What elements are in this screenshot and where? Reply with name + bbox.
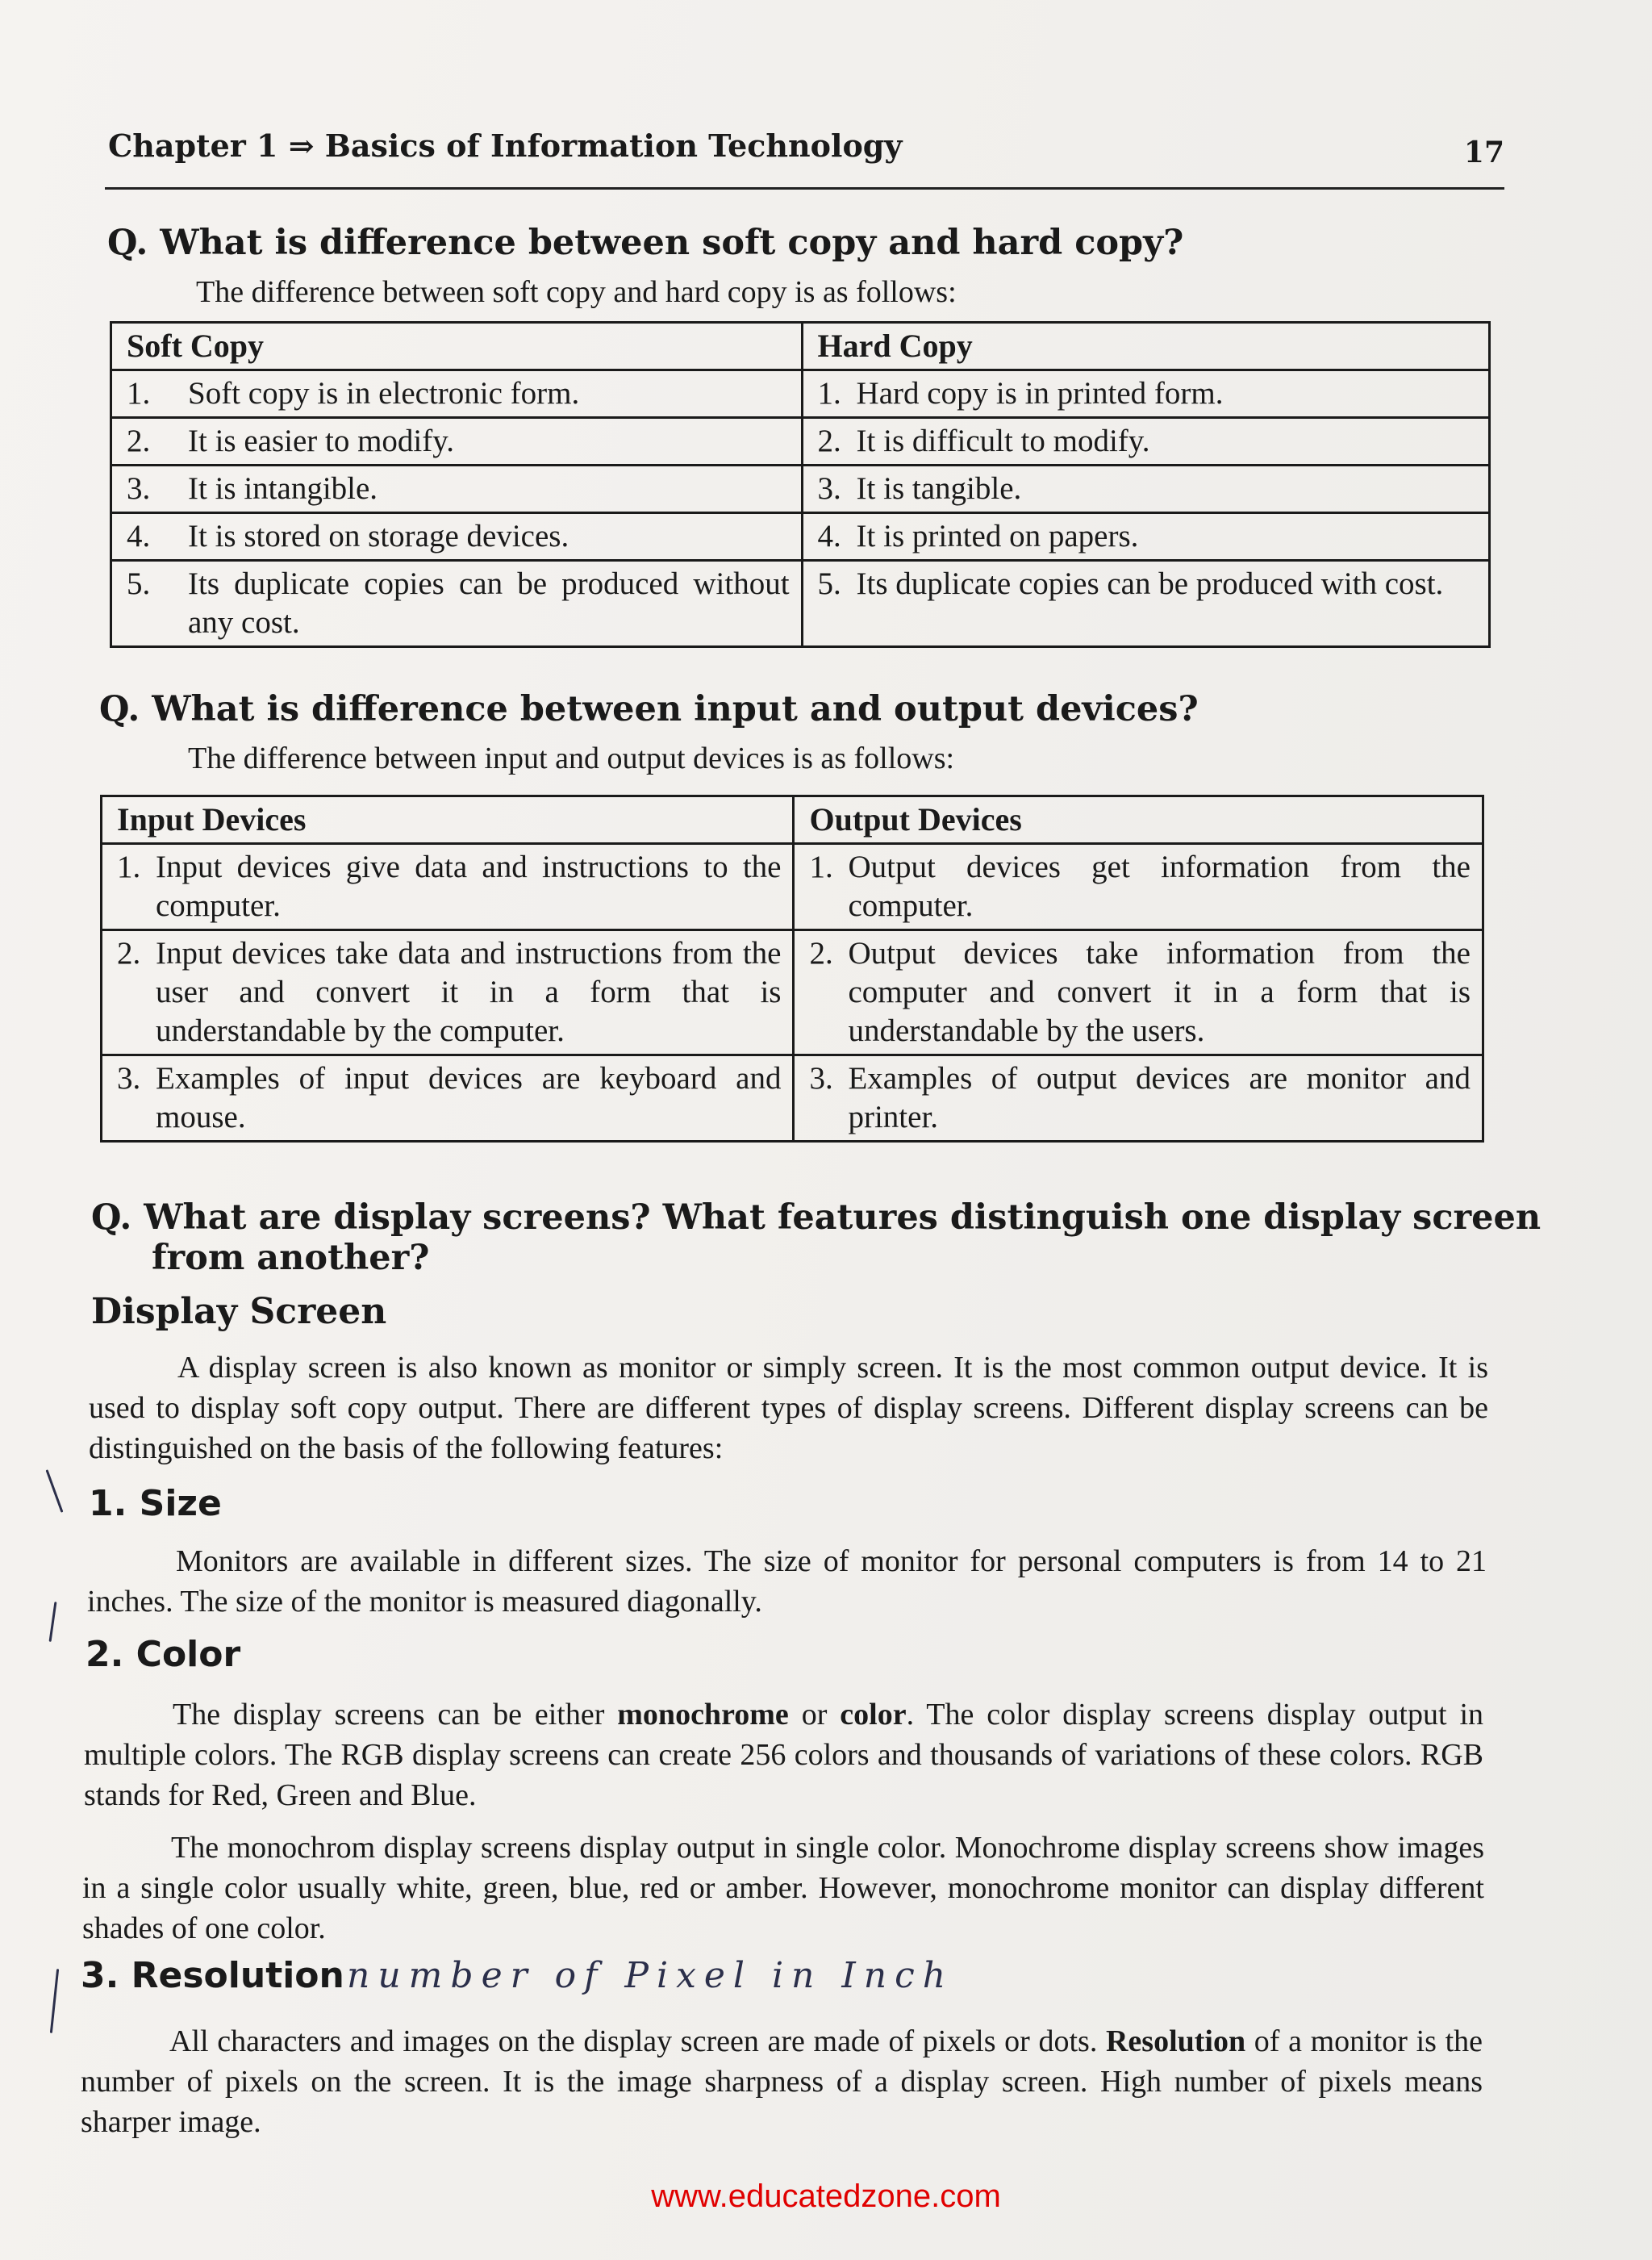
- table-header-row: [102, 796, 1483, 844]
- table-row: [111, 370, 1490, 418]
- table-row: [102, 844, 1483, 930]
- term-resolution: Resolution: [1105, 2024, 1246, 2058]
- hard-copy-cell: It is tangible.: [856, 471, 1022, 506]
- intro-soft-hard-copy: The difference between soft copy and hard copy is as follows:: [196, 275, 957, 309]
- color-text: . The color display screens display output in multiple colors. The RGB display screens can create 256 colors and thousands of variations of these colors. RGB stands for Red, Green and Blue.: [84, 1698, 1484, 1812]
- size-paragraph: Monitors are available in different sizes. The size of monitor for personal computers is from 14 to 21 inches. The size of the monitor is measured diagonally.: [87, 1544, 1487, 1619]
- soft-copy-cell: Its duplicate copies can be produced without any cost.: [188, 566, 790, 640]
- pen-margin-mark: [50, 1969, 59, 2033]
- row-number: 5.: [127, 566, 151, 601]
- color-text: or: [788, 1698, 841, 1732]
- color-paragraph-1: [84, 1694, 1483, 1815]
- row-number: 1.: [127, 376, 151, 411]
- output-devices-cell: Output devices get information from the computer.: [848, 850, 1471, 923]
- soft-copy-cell: Soft copy is in electronic form.: [188, 376, 580, 411]
- running-header: [105, 121, 1504, 190]
- table-row: [111, 513, 1490, 561]
- pen-margin-mark: [46, 1469, 64, 1513]
- heading-size: 1. Size: [89, 1483, 222, 1524]
- term-color: color: [840, 1698, 907, 1732]
- input-devices-cell: Examples of input devices are keyboard and mouse.: [156, 1061, 782, 1134]
- color-text: The display screens can be either: [173, 1698, 618, 1732]
- section-heading-display-screen: Display Screen: [91, 1291, 387, 1332]
- row-number: 2.: [127, 424, 151, 458]
- pen-margin-mark: [49, 1602, 57, 1642]
- resolution-paragraph: [81, 2021, 1483, 2142]
- input-devices-cell: Input devices give data and instructions to the computer.: [156, 850, 782, 923]
- table-row: [111, 418, 1490, 466]
- display-screen-paragraph: A display screen is also known as monitor or simply screen. It is the most common output device. It is used to display soft copy output. There are different types of display screens. Different display screens can be distinguished on the basis of the following features:: [89, 1351, 1488, 1465]
- question-soft-hard-copy: Q. What is difference between soft copy and hard copy?: [107, 223, 1184, 263]
- table-header-row: [111, 323, 1490, 370]
- input-output-devices-table: [100, 795, 1484, 1143]
- resolution-text: of a monitor is the number of pixels on the screen. It is the image sharpness of a display screen. High number of pixels means sharper image.: [81, 2024, 1483, 2139]
- row-number: 1.: [817, 376, 841, 411]
- table-row: [111, 466, 1490, 513]
- heading-color: 2. Color: [86, 1634, 241, 1675]
- table-row: [102, 930, 1483, 1055]
- row-number: 3.: [127, 471, 151, 506]
- row-number: 2.: [809, 936, 833, 971]
- row-number: 4.: [817, 519, 841, 554]
- watermark-url: www.educatedzone.com: [651, 2179, 1001, 2214]
- chapter-title: Chapter 1 ⇒ Basics of Information Technology: [108, 127, 903, 164]
- resolution-text: All characters and images on the display screen are made of pixels or dots.: [169, 2024, 1106, 2058]
- term-monochrome: monochrome: [617, 1698, 789, 1732]
- input-devices-cell: Input devices take data and instructions from the user and convert it in a form that is understandable by the computer.: [156, 936, 782, 1048]
- color-paragraph-2: The monochrom display screens display output in single color. Monochrome display screens show images in a single color usually white, green, blue, red or amber. However, monochrome monitor can display different shades of one color.: [82, 1831, 1484, 1945]
- hard-copy-cell: Its duplicate copies can be produced with cost.: [856, 566, 1444, 601]
- table-row: [111, 561, 1490, 647]
- hard-copy-cell: It is printed on papers.: [856, 519, 1139, 554]
- page-number: 17: [1463, 136, 1504, 169]
- soft-copy-cell: It is stored on storage devices.: [188, 519, 569, 554]
- table-row: [102, 1055, 1483, 1142]
- output-devices-cell: Output devices take information from the computer and convert it in a form that is understandable by the users.: [848, 936, 1471, 1048]
- row-number: 2.: [117, 936, 141, 971]
- row-number: 3.: [117, 1061, 141, 1096]
- question-display-screens: Q. What are display screens? What features distinguish one display screen: [91, 1197, 1541, 1238]
- row-number: 5.: [817, 566, 841, 601]
- soft-hard-copy-table: [110, 321, 1491, 648]
- soft-copy-cell: It is intangible.: [188, 471, 378, 506]
- hard-copy-cell: It is difficult to modify.: [856, 424, 1150, 458]
- column-header-input-devices: Input Devices: [102, 796, 794, 844]
- question-input-output-devices: Q. What is difference between input and output devices?: [99, 689, 1199, 729]
- row-number: 3.: [817, 471, 841, 506]
- question-display-screens-line2: from another?: [152, 1238, 430, 1278]
- column-header-output-devices: Output Devices: [794, 796, 1483, 844]
- row-number: 3.: [809, 1061, 833, 1096]
- row-number: 1.: [117, 850, 141, 884]
- heading-resolution: 3. Resolution: [81, 1955, 344, 1996]
- soft-copy-cell: It is easier to modify.: [188, 424, 454, 458]
- handwritten-note: number of Pixel in Inch: [347, 1955, 954, 1996]
- hard-copy-cell: Hard copy is in printed form.: [856, 376, 1224, 411]
- output-devices-cell: Examples of output devices are monitor and printer.: [848, 1061, 1471, 1134]
- column-header-hard-copy: Hard Copy: [802, 323, 1489, 370]
- intro-input-output-devices: The difference between input and output devices is as follows:: [188, 741, 955, 775]
- row-number: 4.: [127, 519, 151, 554]
- column-header-soft-copy: Soft Copy: [111, 323, 803, 370]
- row-number: 1.: [809, 850, 833, 884]
- row-number: 2.: [817, 424, 841, 458]
